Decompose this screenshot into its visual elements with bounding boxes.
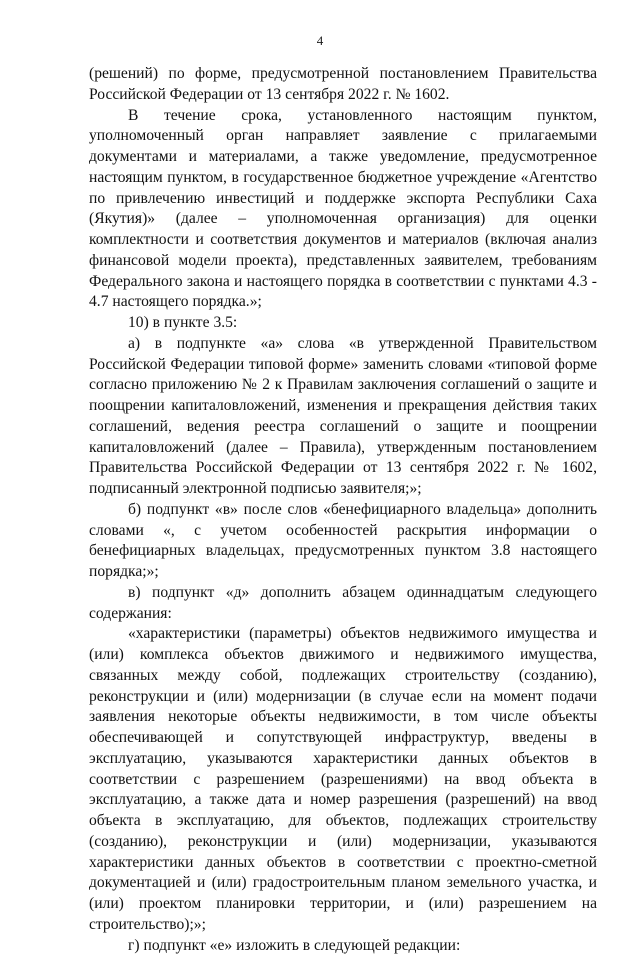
paragraph-subitem-a: а) в подпункте «а» слова «в утвержденной Правительством Российской Федерации типовой форме» заменить словами «типовой форме согласно приложению № 2 к Правилам заключения соглашений о защите и поощрении капиталовложений, изменения и прекращения действия таких соглашений, ведения реестра соглашений о защите и поощрении капиталовложений (далее – Правила), утвержденным постановлением Правительства Российской Федерации от 13 сентября 2022 г. № 1602, подписанный электронной подписью заявителя;»;: [89, 334, 597, 500]
paragraph-authorized-body-deadline: В течение срока, установленного настоящим пунктом, уполномоченный орган направляет заявление с прилагаемыми документами и материалами, а также уведомление, предусмотренное настоящим пунктом, в государственное бюджетное учреждение «Агентство по привлечению инвестиций и поддержке экспорта Республики Саха (Якутия)» (далее – уполномоченная организация) для оценки комплектности и соответствия документов и материалов (включая анализ финансовой модели проекта), представленных заявителем, требованиям Федерального закона и настоящего порядка в соответствии с пунктами 4.3 - 4.7 настоящего порядка.»;: [89, 106, 597, 314]
paragraph-property-characteristics: «характеристики (параметры) объектов недвижимого имущества и (или) комплекса объектов движимого и недвижимого имущества, связанных между собой, подлежащих строительству (созданию), реконструкции и (или) модернизации (в случае если на момент подачи заявления некоторые объекты недвижимости, в том числе объекты обеспечивающей и сопутствующей инфраструктур, введены в эксплуатацию, указываются характеристики данных объектов в соответствии с разрешением (разрешениями) на ввод объекта в эксплуатацию, а также дата и номер разрешения (разрешений) на ввод объекта в эксплуатацию, для объектов, подлежащих строительству (созданию), реконструкции и (или) модернизации, указываются характеристики данных объектов в соответствии с проектно-сметной документацией и (или) градостроительным планом земельного участка, и (или) проектом планировки территории, и (или) разрешением на строительство);»;: [89, 624, 597, 935]
page-number: 4: [0, 33, 640, 49]
paragraph-item-10-heading: 10) в пункте 3.5:: [89, 313, 597, 334]
paragraph-subitem-g: г) подпункт «е» изложить в следующей редакции:: [89, 936, 597, 956]
document-body: [89, 64, 597, 956]
paragraph-continuation: (решений) по форме, предусмотренной постановлением Правительства Российской Федерации от 13 сентября 2022 г. № 1602.: [89, 64, 597, 106]
paragraph-subitem-b: б) подпункт «в» после слов «бенефициарного владельца» дополнить словами «, с учетом особенностей раскрытия информации о бенефициарных владельцах, предусмотренных пунктом 3.8 настоящего порядка;»;: [89, 500, 597, 583]
paragraph-subitem-v: в) подпункт «д» дополнить абзацем одиннадцатым следующего содержания:: [89, 583, 597, 625]
